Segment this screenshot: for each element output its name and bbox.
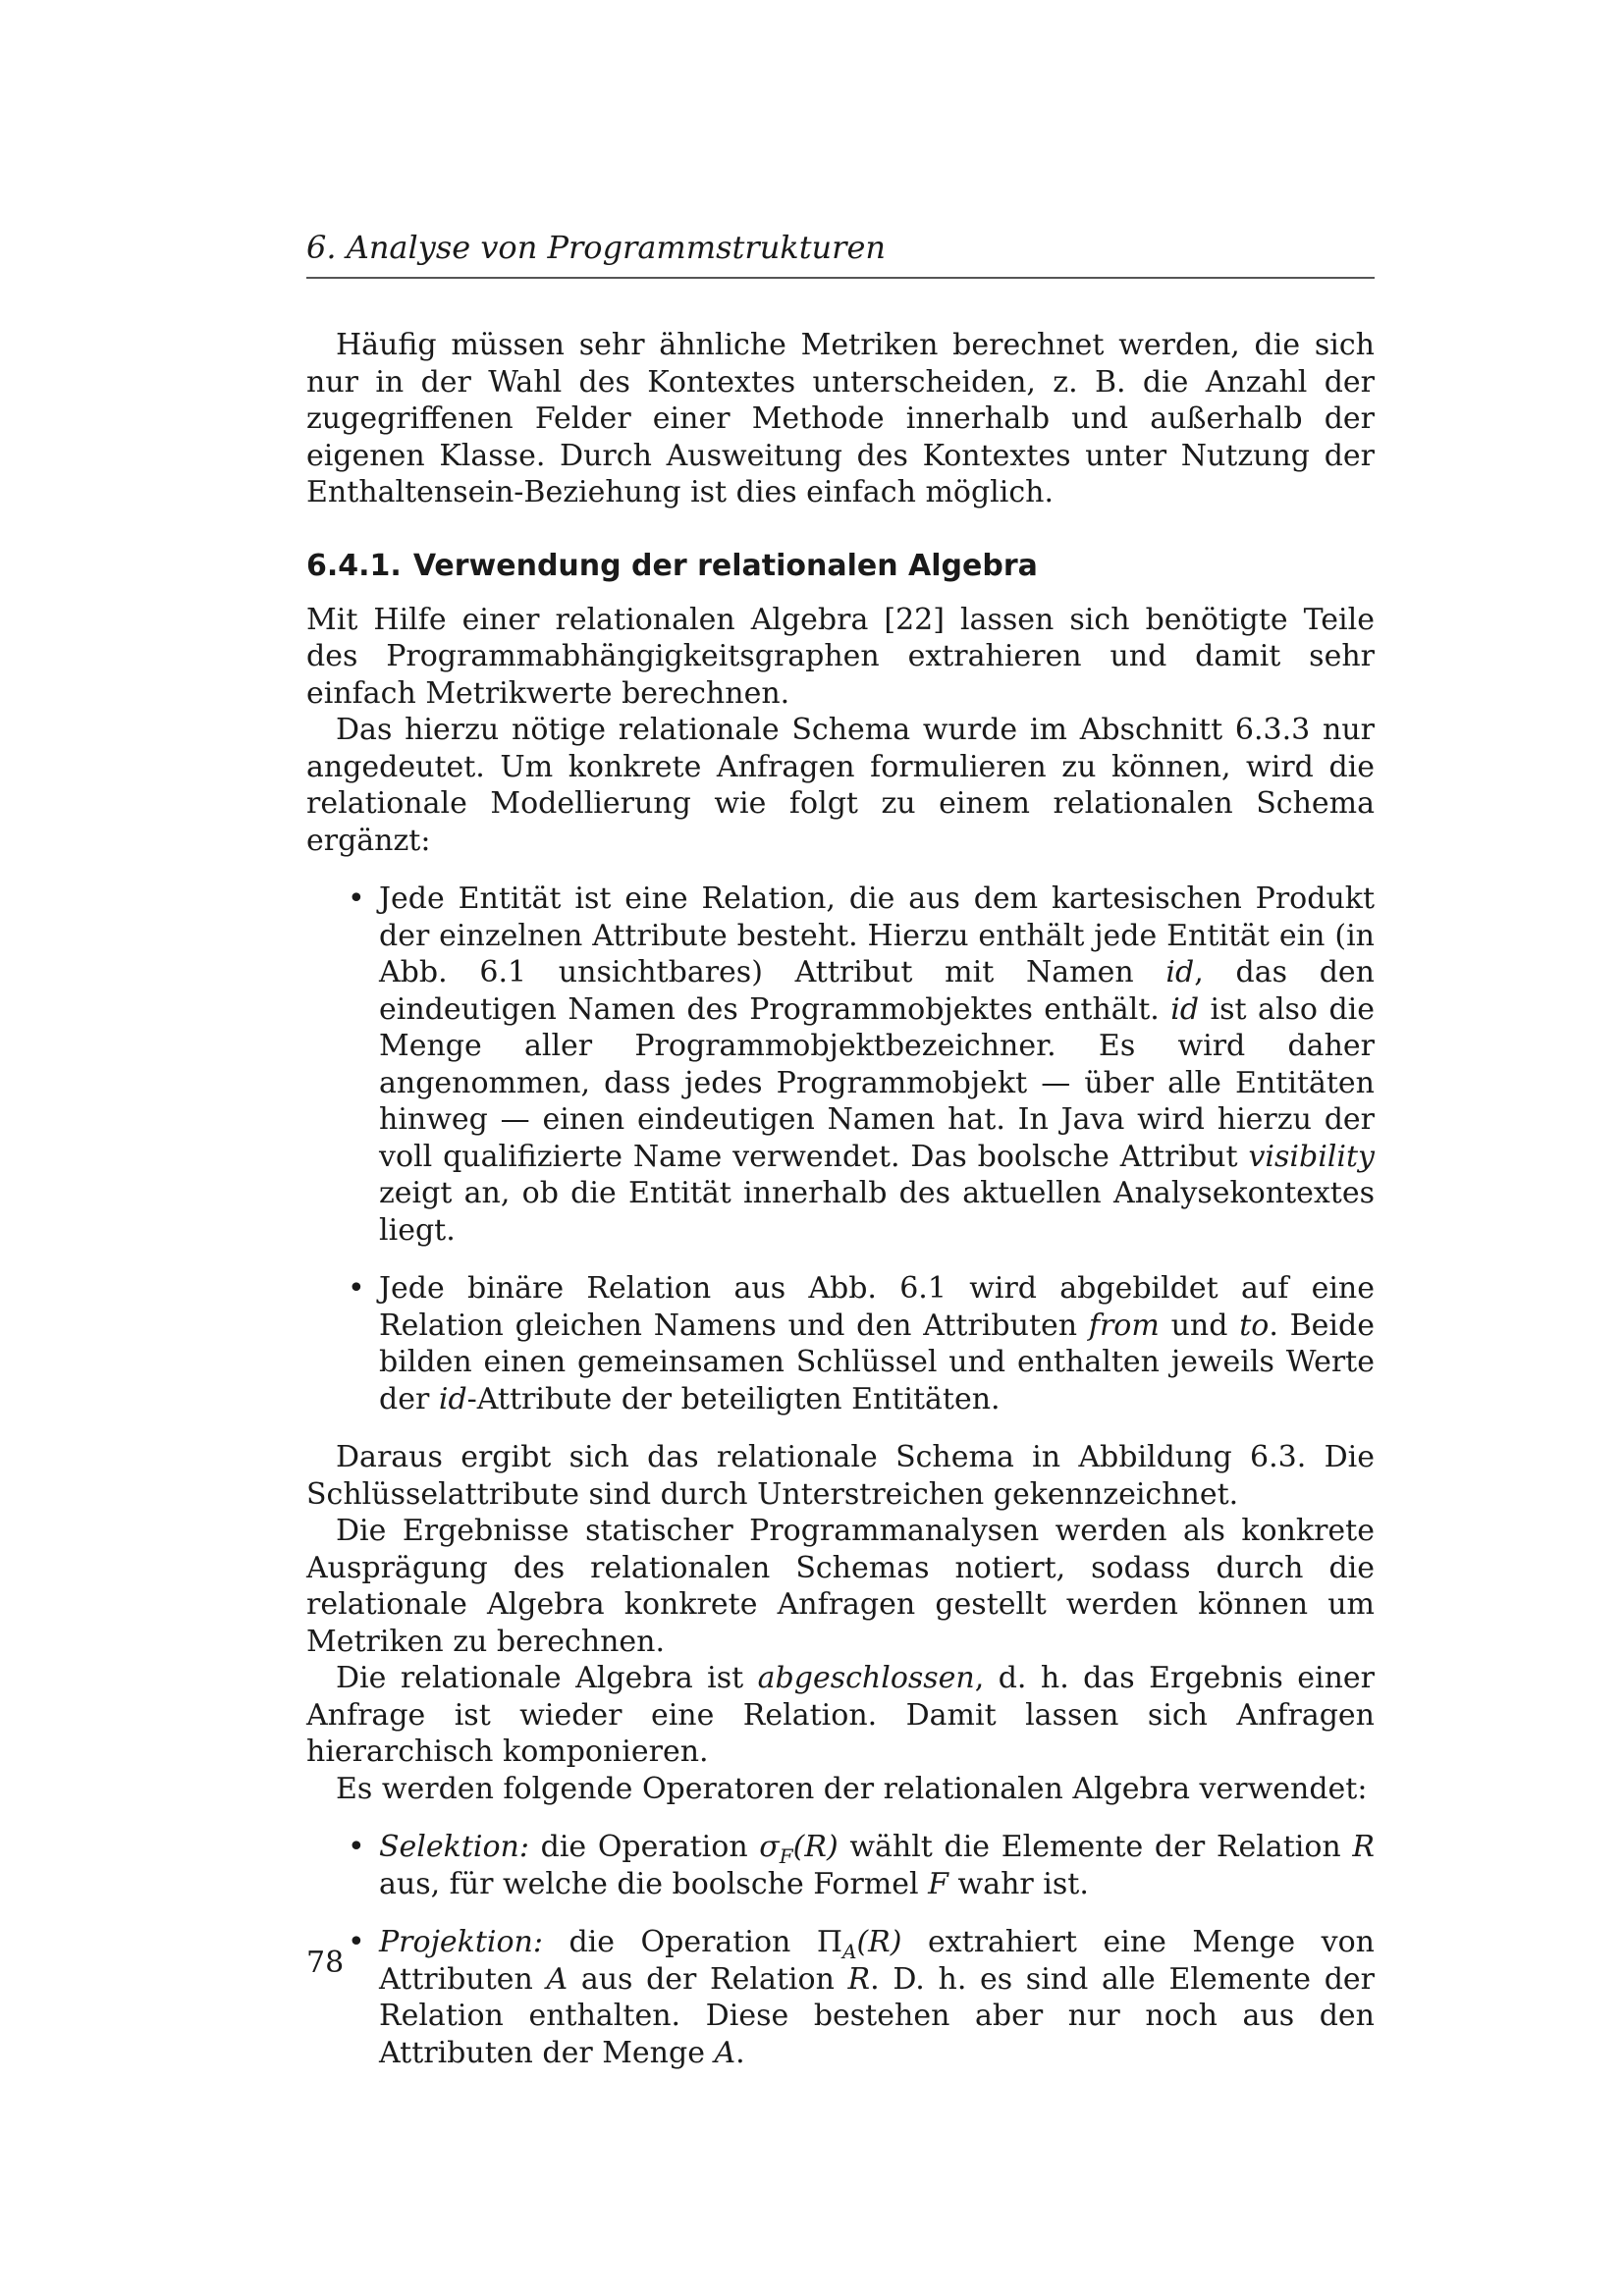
bullet-icon: • bbox=[348, 1925, 365, 1959]
operator-bullet-list bbox=[306, 1829, 1375, 2071]
list-item: • Jede binäre Relation aus Abb. 6.1 wird abgebildet auf eine Relation gleichen Namens und den Attributen from und to. Beide bilden einen gemeinsamen Schlüssel und enthalten jeweils Werte der id-Attribute der beteiligten Entitäten. bbox=[348, 1271, 1375, 1416]
bullet-icon: • bbox=[348, 1830, 365, 1864]
section-number: 6.4.1. bbox=[306, 548, 402, 583]
math-expression: $\Pi_A(R)$ bbox=[816, 1925, 902, 1963]
math-expression: $\sigma_F(R)$ bbox=[759, 1830, 839, 1868]
page-number: 78 bbox=[306, 1946, 345, 1980]
section-title: Verwendung der relationalen Algebra bbox=[412, 548, 1038, 583]
schema-bullet-list bbox=[306, 881, 1375, 1417]
section-heading bbox=[306, 547, 1375, 586]
paragraph: Die relationale Algebra ist abgeschlossen, d. h. das Ergebnis einer Anfrage ist wieder eine Relation. Damit lassen sich Anfragen hierarchisch komponieren. bbox=[306, 1661, 1375, 1769]
running-header: 6. Analyse von Programmstrukturen bbox=[306, 228, 1375, 279]
bullet-icon: • bbox=[348, 881, 365, 916]
list-item-selektion: • Selektion: die Operation $\sigma_F(R)$ wählt die Elemente der Relation R aus, für welche die boolsche Formel F wahr ist. bbox=[348, 1830, 1375, 1901]
paragraph: Die Ergebnisse statischer Programmanalysen werden als konkrete Ausprägung des relationalen Schemas notiert, sodass durch die relationale Algebra konkrete Anfragen gestellt werden können um Metriken zu berechnen. bbox=[306, 1514, 1375, 1659]
paragraph: Daraus ergibt sich das relationale Schema in Abbildung 6.3. Die Schlüsselattribute sind durch Unterstreichen gekennzeichnet. bbox=[306, 1440, 1375, 1512]
term-label: Projektion: bbox=[379, 1925, 543, 1959]
term-label: Selektion: bbox=[379, 1830, 529, 1864]
body-text bbox=[306, 327, 1375, 2093]
paragraph: Mit Hilfe einer relationalen Algebra [22] lassen sich benötigte Teile des Programmabhängigkeitsgraphen extrahieren und damit sehr einfach Metrikwerte berechnen. bbox=[306, 602, 1375, 711]
intro-paragraph: Häufig müssen sehr ähnliche Metriken berechnet werden, die sich nur in der Wahl des Kontextes unterscheiden, z. B. die Anzahl der zugegriffenen Felder einer Methode innerhalb und außerhalb der eigenen Klasse. Durch Ausweitung des Kontextes unter Nutzung der Enthaltensein-Beziehung ist dies einfach möglich. bbox=[306, 328, 1375, 509]
list-item-projektion: • Projektion: die Operation $\Pi_A(R)$ extrahiert eine Menge von Attributen A aus der Relation R. D. h. es sind alle Elemente der Relation enthalten. Diese bestehen aber nur noch aus den Attributen der Menge A. bbox=[348, 1925, 1375, 2070]
paragraph: Das hierzu nötige relationale Schema wurde im Abschnitt 6.3.3 nur angedeutet. Um konkrete Anfragen formulieren zu können, wird die relationale Modellierung wie folgt zu einem relationalen Schema ergänzt: bbox=[306, 713, 1375, 858]
list-item: • Jede Entität ist eine Relation, die aus dem kartesischen Produkt der einzelnen Attribute besteht. Hierzu enthält jede Entität ein (in Abb. 6.1 unsichtbares) Attribut mit Namen id, das den eindeutigen Namen des Programmobjektes enthält. id ist also die Menge aller Programmobjektbezeichner. Es wird daher angenommen, dass jedes Programmobjekt — über alle Entitäten hinweg — einen eindeutigen Namen hat. In Java wird hierzu der voll qualifizierte Name verwendet. Das boolsche Attribut visibility zeigt an, ob die Entität innerhalb des aktuellen Analysekontextes liegt. bbox=[348, 881, 1376, 1248]
bullet-icon: • bbox=[348, 1271, 365, 1306]
paragraph: Es werden folgende Operatoren der relationalen Algebra verwendet: bbox=[336, 1771, 1368, 1806]
